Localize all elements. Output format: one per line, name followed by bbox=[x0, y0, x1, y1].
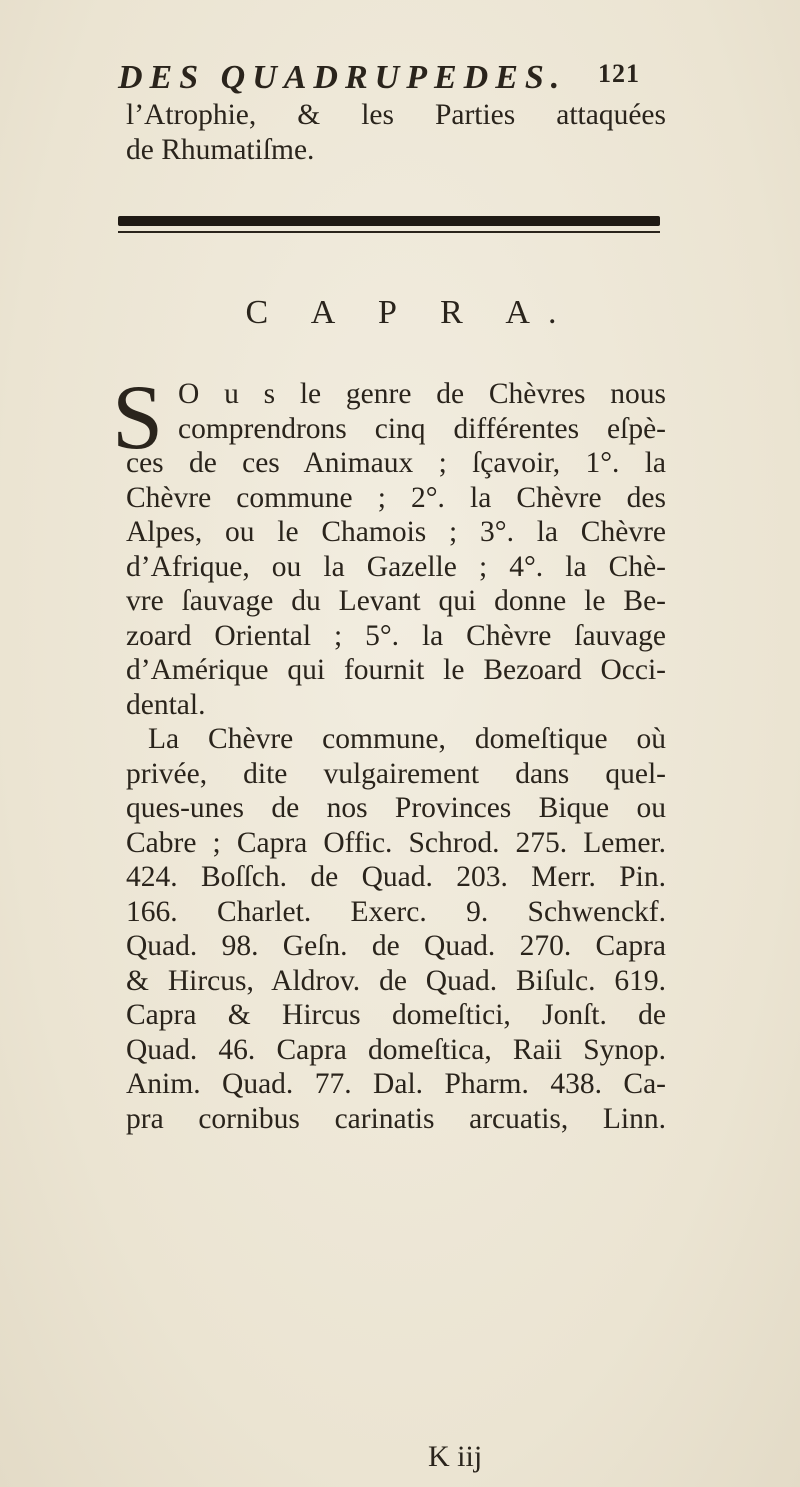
text-line: l’Atrophie, & les Parties attaquées bbox=[126, 99, 666, 131]
page-number: 121 bbox=[598, 59, 640, 88]
text-line: ces de ces Animaux ; ſçavoir, 1°. la bbox=[126, 447, 666, 479]
text-line: 424. Boſſch. de Quad. 203. Merr. Pin. bbox=[126, 861, 666, 893]
text-line: vre ſauvage du Levant qui donne le Be- bbox=[126, 585, 666, 617]
running-title: DES QUADRUPEDES. bbox=[118, 59, 567, 96]
text-line: d’Amérique qui fournit le Bezoard Occi- bbox=[126, 654, 666, 686]
text-line: pra cornibus carinatis arcuatis, Linn. bbox=[126, 1102, 666, 1135]
running-header bbox=[118, 58, 678, 98]
text-line: O u s le genre de Chèvres nous bbox=[178, 378, 666, 410]
text-line: La Chèvre commune, domeſtique où bbox=[148, 723, 666, 755]
intro-text bbox=[126, 98, 666, 167]
section-title bbox=[0, 294, 800, 332]
text-line: de Rhumatiſme. bbox=[126, 133, 315, 166]
text-line: privée, dite vulgairement dans quel- bbox=[126, 757, 666, 790]
ornamental-rule bbox=[118, 216, 660, 226]
text-line: Quad. 46. Capra domeſtica, Raii Synop. bbox=[126, 1033, 666, 1066]
ornamental-rule-thin bbox=[118, 231, 660, 233]
text-line: d’Afrique, ou la Gazelle ; 4°. la Chè- bbox=[126, 550, 666, 583]
text-line: dental. bbox=[126, 688, 206, 721]
section-title-text: C A P R A. bbox=[245, 294, 575, 331]
text-line: Quad. 98. Geſn. de Quad. 270. Capra bbox=[126, 930, 666, 962]
text-line: & Hircus, Aldrov. de Quad. Biſulc. 619. bbox=[126, 964, 666, 997]
paragraph-1 bbox=[126, 377, 666, 722]
drop-cap: S bbox=[112, 366, 164, 468]
text-line: zoard Oriental ; 5°. la Chèvre ſauvage bbox=[126, 619, 666, 652]
text-line: comprendrons cinq différentes eſpè- bbox=[178, 412, 666, 445]
text-line: Cabre ; Capra Offic. Schrod. 275. Lemer. bbox=[126, 826, 666, 859]
paragraph-2 bbox=[126, 722, 666, 1136]
catchword: K iij bbox=[428, 1440, 483, 1473]
text-line: Alpes, ou le Chamois ; 3°. la Chèvre bbox=[126, 516, 666, 548]
text-line: Anim. Quad. 77. Dal. Pharm. 438. Ca- bbox=[126, 1068, 666, 1100]
text-line: 166. Charlet. Exerc. 9. Schwenckf. bbox=[126, 895, 666, 928]
text-line: ques-unes de nos Provinces Bique ou bbox=[126, 792, 666, 824]
text-line: Chèvre commune ; 2°. la Chèvre des bbox=[126, 481, 666, 514]
text-line: Capra & Hircus domeſtici, Jonſt. de bbox=[126, 999, 666, 1031]
